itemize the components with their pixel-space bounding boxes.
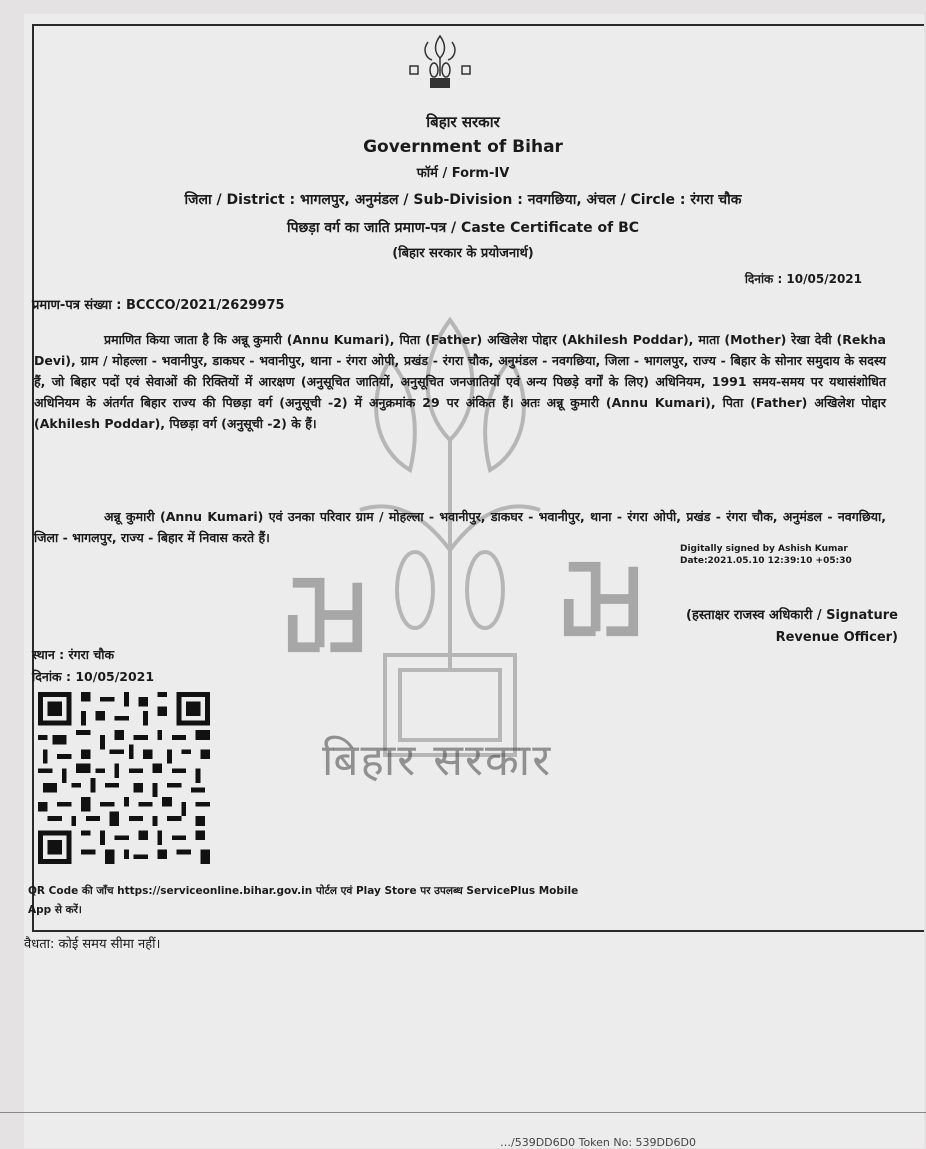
government-title: Government of Bihar (363, 137, 563, 157)
bottom-divider (0, 1112, 926, 1113)
form-label: फॉर्म / Form-IV (416, 166, 510, 181)
location-line: जिला / District : भागलपुर, अनुमंडल / Sub-Division : नवगछिया, अंचल / Circle : रंगरा चौक (184, 192, 742, 208)
bihar-emblem-icon (404, 32, 476, 92)
token-number: …/539DD6D0 Token No: 539DD6D0 (500, 1136, 696, 1149)
residence-paragraph: अन्नू कुमारी (Annu Kumari) एवं उनका परिवार ग्राम / मोहल्ला - भवानीपुर, डाकघर - भवानीपुर, थाना - रंगरा ओपी, प्रखंड - रंगरा चौक, अनुमंडल - नवगछिया, जिला - भागलपुर, राज्य - बिहार में निवास करते हैं। (34, 509, 886, 545)
place-label: स्थान : रंगरा चौक (32, 647, 115, 662)
certificate-title: पिछड़ा वर्ग का जाति प्रमाण-पत्र / Caste Certificate of BC (286, 220, 640, 236)
validity-note: वैधता: कोई समय सीमा नहीं। (24, 937, 161, 952)
issue-date-bottom: दिनांक : 10/05/2021 (32, 669, 155, 684)
digital-signature-date: Date:2021.05.10 12:39:10 +05:30 (680, 556, 852, 566)
swastika-right-watermark (558, 556, 644, 642)
digital-signature-name: Digitally signed by Ashish Kumar (680, 544, 848, 554)
issue-date-top: दिनांक : 10/05/2021 (744, 272, 862, 286)
signature-line-2: Revenue Officer) (775, 630, 898, 645)
certification-paragraph: प्रमाणित किया जाता है कि अन्नू कुमारी (Annu Kumari), पिता (Father) अखिलेश पोद्दार (Akhilesh Poddar), माता (Mother) रेखा देवी (Rekha Devi), ग्राम / मोहल्ला - भवानीपुर, डाकघर - भवानीपुर, थाना - रंगरा ओपी, प्रखंड - रंगरा चौक, अनुमंडल - नवगछिया, जिला - भागलपुर, राज्य - बिहार के सोनार समुदाय के सदस्य हैं, जो बिहार पदों एवं सेवाओं की रिक्तियों में आरक्षण (अनुसूचित जातियों, अनुसूचित जनजातियों एवं अन्य पिछड़े वर्गों के लिए) अधिनियम, 1991 समय-समय पर यथासंशोधित अधिनियम के अंतर्गत बिहार राज्य की पिछड़ा वर्ग (अनुसूची -2) में अनुक्रमांक 29 पर अंकित हैं। अतः अन्नू कुमारी (Annu Kumari), पिता (Father) अखिलेश पोद्दार (Akhilesh Poddar), पिछड़ा वर्ग (अनुसूची -2) के हैं। (34, 332, 886, 431)
certificate-number: प्रमाण-पत्र संख्या : BCCCO/2021/2629975 (32, 298, 285, 313)
watermark-text: बिहार सरकार (322, 735, 553, 786)
hindi-title: बिहार सरकार (426, 113, 500, 131)
digital-signature (680, 543, 852, 567)
signature-line-1: (हस्ताक्षर राजस्व अधिकारी / Signature (686, 608, 898, 623)
purpose-line: (बिहार सरकार के प्रयोजनार्थ) (392, 246, 534, 261)
place-date-block (32, 644, 154, 688)
qr-verification-note: QR Code की जाँच https://serviceonline.bihar.gov.in पोर्टल एवं Play Store पर उपलब्ध ServicePlus Mobile App से करें। (28, 885, 579, 916)
qr-code (34, 692, 214, 864)
signature-block (686, 605, 898, 649)
swastika-left-watermark (282, 572, 368, 658)
